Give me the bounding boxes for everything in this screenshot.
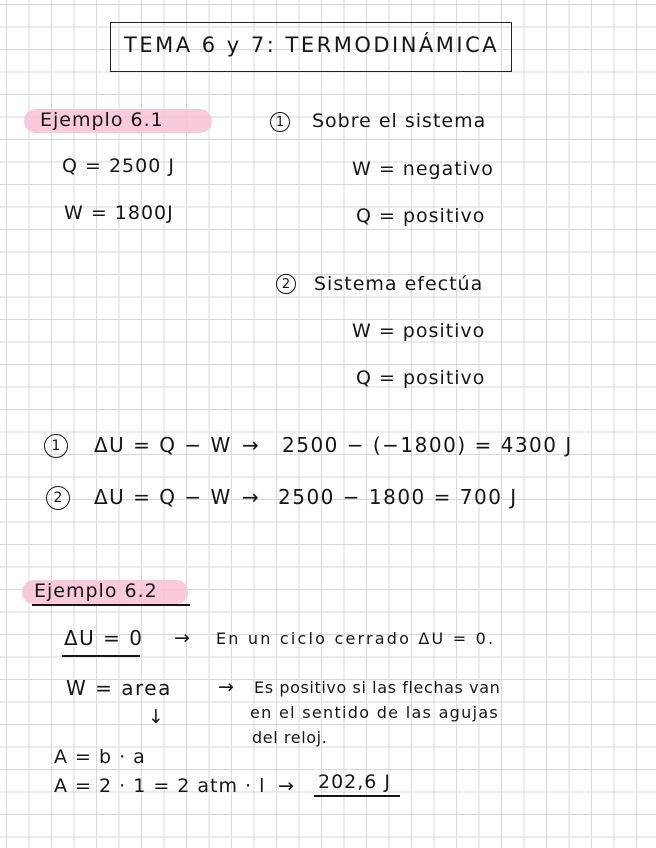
case-2-number: 2 xyxy=(276,274,296,294)
internal-energy-arrow: → xyxy=(174,627,191,649)
work-result-underline xyxy=(314,795,400,797)
down-arrow: ↓ xyxy=(148,706,165,728)
internal-energy-note: En un ciclo cerrado ΔU = 0. xyxy=(216,629,496,648)
result-2-calculation: 2500 − 1800 = 700 J xyxy=(278,485,518,509)
internal-energy-underline xyxy=(62,655,140,657)
case-1-work: W = negativo xyxy=(352,158,494,180)
area-arrow: → xyxy=(278,775,295,797)
case-1-heat: Q = positivo xyxy=(356,205,486,227)
work-note-line-3: del reloj. xyxy=(252,728,328,747)
case-1-heading: Sobre el sistema xyxy=(312,110,487,132)
page-title: TEMA 6 y 7: TERMODINÁMICA xyxy=(124,33,500,57)
result-1-calculation: 2500 − (−1800) = 4300 J xyxy=(282,433,573,457)
result-1-number: 1 xyxy=(44,434,68,458)
area-formula: A = b · a xyxy=(54,746,146,768)
result-2-number: 2 xyxy=(46,486,70,510)
example-6-1-label: Ejemplo 6.1 xyxy=(40,109,164,131)
work-area: W = area xyxy=(66,676,172,700)
case-1-number: 1 xyxy=(270,112,290,132)
work-note-line-2: en el sentido de las agujas xyxy=(250,703,500,722)
case-2-work: W = positivo xyxy=(352,320,486,342)
internal-energy-zero: ΔU = 0 xyxy=(64,626,144,650)
result-1-formula: ΔU = Q − W xyxy=(94,433,232,457)
example-6-2-label: Ejemplo 6.2 xyxy=(34,580,158,602)
area-calculation: A = 2 · 1 = 2 atm · l xyxy=(54,775,266,797)
result-1-arrow: → xyxy=(242,433,261,457)
given-heat: Q = 2500 J xyxy=(62,155,175,177)
example-6-2-underline xyxy=(32,604,190,606)
case-2-heat: Q = positivo xyxy=(356,367,486,389)
result-2-formula: ΔU = Q − W xyxy=(94,485,232,509)
work-area-arrow: → xyxy=(218,676,235,698)
given-work: W = 1800J xyxy=(64,202,174,224)
case-2-heading: Sistema efectúa xyxy=(314,273,484,295)
work-note-line-1: Es positivo si las flechas van xyxy=(254,678,501,697)
result-2-arrow: → xyxy=(242,485,261,509)
work-result: 202,6 J xyxy=(318,771,392,793)
